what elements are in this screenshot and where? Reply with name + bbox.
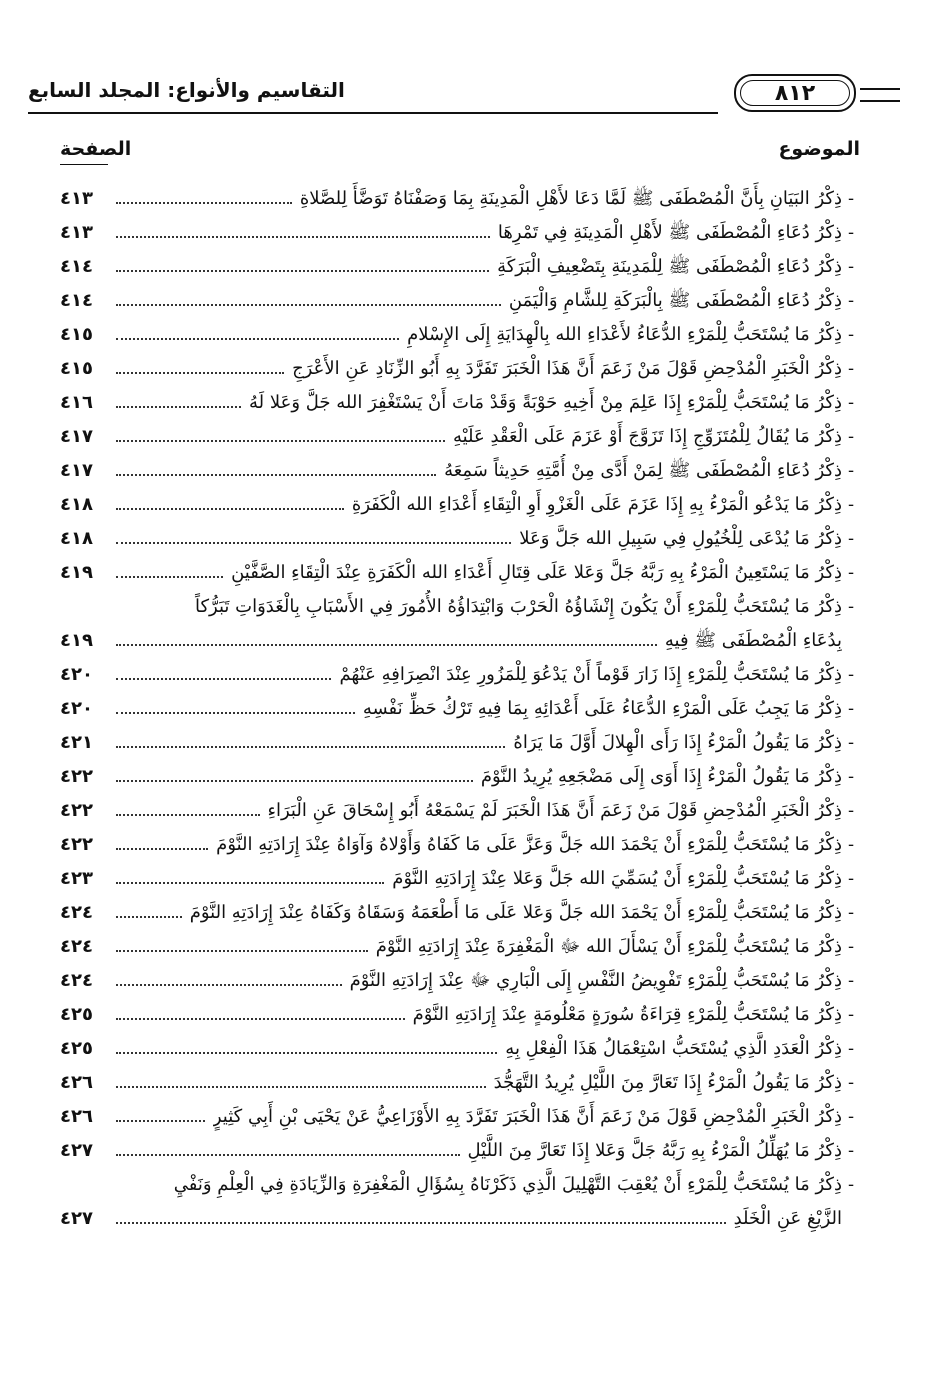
entry-dash: -: [847, 460, 855, 481]
index-entry: [60, 318, 860, 352]
entry-dash: -: [847, 188, 855, 209]
entry-dash: -: [847, 290, 855, 311]
page-number-badge: [734, 74, 856, 112]
entry-text: ذِكْرُ الْعَدَدِ الَّذِي يُسْتَحَبُّ اسْتِعْمَالُ هَذَا الْفِعْلِ بِهِ: [505, 1038, 842, 1059]
entry-text: ذِكْرُ مَا يَدْعُو الْمَرْءُ بِهِ إِذَا عَزَمَ عَلَى الْغَزْوِ أَوِ الْتِقَاءِ أَعْدَاءِ الله الْكَفَرَةِ: [351, 494, 842, 515]
entry-dash: -: [847, 324, 855, 345]
index-entry: [60, 1134, 860, 1168]
entry-page-number: ٤٢٢: [60, 766, 93, 787]
dot-leader: [116, 1142, 460, 1156]
index-entry: [60, 964, 860, 998]
running-title: التقاسيم والأنواع: المجلد السابع: [28, 78, 345, 102]
entry-page-number: ٤٢٠: [60, 664, 93, 685]
dot-leader: [116, 496, 344, 510]
dot-leader: [116, 394, 241, 408]
index-entry: [60, 522, 860, 556]
entry-text: ذِكْرُ مَا يُسْتَحَبُّ لِلْمَرْءِ أَنْ يُسَمِّيَ الله جَلَّ وَعَلا عِنْدَ إِرَادَتِهِ النَّوْمَ: [392, 868, 842, 889]
entry-dash: -: [847, 392, 855, 413]
index-entry: [60, 998, 860, 1032]
index-entry: [60, 1066, 860, 1100]
entry-dash: -: [847, 562, 855, 583]
entry-text: ذِكْرُ مَا يُقَالُ لِلْمُتَزَوِّجِ إِذَا تَزَوَّجَ أَوْ عَزَمَ عَلَى الْعَقْدِ عَلَيْهِ: [452, 426, 842, 447]
index-entry: [60, 828, 860, 862]
entry-page-number: ٤٢٦: [60, 1106, 93, 1127]
entry-text: ذِكْرُ مَا يُدْعَى لِلْخُيُولِ فِي سَبِيلِ الله جَلَّ وَعَلا: [519, 528, 842, 549]
entry-page-number: ٤١٧: [60, 460, 93, 481]
index-entry: [60, 1100, 860, 1134]
entry-text: ذِكْرُ مَا يُسْتَحَبُّ لِلْمَرْءِ أَنْ يَحْمَدَ الله جَلَّ وَعَلا عَلَى مَا أَطْعَمَهُ وَسَقَاهُ وَكَفَاهُ عِنْدَ إِرَادَتِهِ النَّوْمَ: [189, 902, 842, 923]
dot-leader: [116, 972, 342, 986]
dot-leader: [116, 870, 384, 884]
dot-leader: [116, 904, 182, 918]
dot-leader: [116, 938, 368, 952]
entry-page-number: ٤١٣: [60, 222, 93, 243]
entry-dash: -: [847, 664, 855, 685]
dot-leader: [116, 530, 511, 544]
entry-dash: -: [847, 1106, 855, 1127]
index-entry: [60, 250, 860, 284]
entry-dash: -: [847, 222, 855, 243]
index-entry: [60, 284, 860, 318]
dot-leader: [116, 1040, 497, 1054]
entry-page-number: ٤٢٢: [60, 834, 93, 855]
index-entry: [60, 930, 860, 964]
entry-dash: -: [847, 732, 855, 753]
entry-page-number: ٤١٩: [60, 562, 93, 583]
index-entries: [60, 182, 860, 1236]
entry-text: ذِكْرُ دُعَاءِ الْمُصْطَفَى ﷺ لأَهْلِ الْمَدِينَةِ فِي تَمْرِهَا: [497, 222, 842, 243]
entry-dash: -: [847, 1004, 855, 1025]
index-entry: [60, 862, 860, 896]
dot-leader: [116, 326, 399, 340]
dot-leader: [116, 428, 445, 442]
entry-text: ذِكْرُ مَا يَجِبُ عَلَى الْمَرْءِ الدُّعَاءُ عَلَى أَعْدَائِهِ بِمَا فِيهِ تَرْكُ حَظِّ نَفْسِهِ: [362, 698, 842, 719]
index-entry: [60, 454, 860, 488]
index-entry-continuation: [60, 624, 860, 658]
entry-page-number: ٤١٤: [60, 290, 93, 311]
entry-text: ذِكْرُ الْخَبَرِ الْمُدْحِضِ قَوْلَ مَنْ زَعَمَ أَنَّ هَذَا الْخَبَرَ لَمْ يَسْمَعْهُ أَبُو إِسْحَاقَ عَنِ الْبَرَاءِ: [267, 800, 842, 821]
dot-leader: [116, 190, 292, 204]
index-entry: [60, 896, 860, 930]
entry-dash: -: [847, 596, 855, 617]
index-entry: [60, 216, 860, 250]
index-entry: [60, 488, 860, 522]
dot-leader: [116, 802, 260, 816]
entry-page-number: ٤٢٥: [60, 1004, 93, 1025]
entry-page-number: ٤١٦: [60, 392, 93, 413]
index-entry: [60, 692, 860, 726]
index-entry: [60, 386, 860, 420]
entry-text: ذِكْرُ الْخَبَرِ الْمُدْحِضِ قَوْلَ مَنْ زَعَمَ أَنَّ هَذَا الْخَبَرَ تَفَرَّدَ بِهِ الأَوْزَاعِيُّ عَنْ يَحْيَى بْنِ أَبِي كَثِيرٍ: [212, 1106, 842, 1127]
entry-text: ذِكْرُ مَا يُسْتَحَبُّ لِلْمَرْءِ إِذَا عَلِمَ مِنْ أَخِيهِ حَوْبَةً وَقَدْ مَاتَ أَنْ يَسْتَغْفِرَ الله جَلَّ وَعَلا لَهُ: [249, 392, 842, 413]
entry-page-number: ٤٢٧: [60, 1140, 93, 1161]
entry-text: ذِكْرُ البَيَانِ بِأَنَّ الْمُصْطَفَى ﷺ لَمَّا دَعَا لأَهْلِ الْمَدِينَةِ بِمَا وَصَفْنَاهُ تَوَضَّأَ لِلصَّلاةِ: [299, 188, 842, 209]
dot-leader: [116, 734, 505, 748]
dot-leader: [116, 1074, 486, 1088]
entry-dash: -: [847, 902, 855, 923]
subject-column-title: الموضوع: [778, 138, 860, 160]
entry-page-number: ٤٢٦: [60, 1072, 93, 1093]
entry-dash: -: [847, 426, 855, 447]
entry-text: ذِكْرُ مَا يَقُولُ الْمَرْءُ إِذَا رَأَى الْهِلالَ أَوَّلَ مَا يَرَاهُ: [513, 732, 842, 753]
entry-text: ذِكْرُ مَا يُسْتَحَبُّ لِلْمَرْءِ تَفْوِيضُ النَّفْسِ إِلَى الْبَارِي ﷻ عِنْدَ إِرَادَتِهِ النَّوْمَ: [349, 970, 842, 991]
index-entry: [60, 658, 860, 692]
entry-dash: -: [847, 1038, 855, 1059]
entry-dash: -: [847, 1140, 855, 1161]
entry-page-number: ٤٢١: [60, 732, 93, 753]
index-entry: [60, 1168, 860, 1202]
entry-dash: -: [847, 970, 855, 991]
entry-page-number: ٤١٩: [60, 630, 93, 651]
entry-dash: -: [847, 256, 855, 277]
dot-leader: [116, 1006, 405, 1020]
entry-page-number: ٤١٨: [60, 528, 93, 549]
entry-page-number: ٤٢٣: [60, 868, 93, 889]
index-entry: [60, 1032, 860, 1066]
entry-page-number: ٤١٥: [60, 324, 93, 345]
index-entry: [60, 352, 860, 386]
entry-dash: -: [847, 1174, 855, 1195]
dot-leader: [116, 224, 490, 238]
entry-text: ذِكْرُ مَا يُسْتَحَبُّ لِلْمَرْءِ أَنْ يَحْمَدَ الله جَلَّ وَعَزَّ عَلَى مَا كَفَاهُ وَأَوْلاهُ وَآوَاهُ عِنْدَ إِرَادَتِهِ النَّوْمَ: [216, 834, 842, 855]
entry-text: ذِكْرُ مَا يُسْتَحَبُّ لِلْمَرْءِ قِرَاءَةُ سُورَةٍ مَعْلُومَةٍ عِنْدَ إِرَادَتِهِ النَّوْمَ: [412, 1004, 842, 1025]
index-entry: [60, 760, 860, 794]
page-number: ٨١٢: [774, 80, 816, 106]
dot-leader: [116, 836, 208, 850]
entry-dash: -: [847, 1072, 855, 1093]
entry-text: ذِكْرُ مَا يَسْتَعِينُ الْمَرْءُ بِهِ رَبَّهُ جَلَّ وَعَلا عَلَى قِتَالِ أَعْدَاءِ الله الْكَفَرَةِ عِنْدَ الْتِقَاءِ الصَّفَّيْنِ: [231, 562, 842, 583]
entry-page-number: ٤٢٠: [60, 698, 93, 719]
entry-page-number: ٤٢٤: [60, 970, 93, 991]
entry-text-continuation: بِدُعَاءِ الْمُصْطَفَى ﷺ فِيهِ: [664, 630, 842, 651]
entry-dash: -: [847, 800, 855, 821]
entry-text: ذِكْرُ مَا يَقُولُ الْمَرْءُ إِذَا تَعَارَّ مِنَ اللَّيْلِ يُرِيدُ التَّهَجُّدَ: [493, 1072, 842, 1093]
entry-page-number: ٤١٨: [60, 494, 93, 515]
entry-text: ذِكْرُ الْخَبَرِ الْمُدْحِضِ قَوْلَ مَنْ زَعَمَ أَنَّ هَذَا الْخَبَرَ تَفَرَّدَ بِهِ أَبُو الزِّنَادِ عَنِ الأَعْرَجِ: [292, 358, 842, 379]
entry-text: ذِكْرُ مَا يُسْتَحَبُّ لِلْمَرْءِ أَنْ يَكُونَ إِنْشَاؤُهُ الْحَرْبَ وَابْتِدَاؤُهُ الأُمُورَ فِي الأَسْبَابِ بِالْغَدَوَاتِ تَبَرُّكاً: [194, 596, 842, 617]
entry-page-number: ٤٢٧: [60, 1208, 93, 1229]
page-header: [28, 70, 858, 120]
entry-text: ذِكْرُ مَا يُهَلِّلُ الْمَرْءُ بِهِ رَبَّهُ جَلَّ وَعَلا إِذَا تَعَارَّ مِنَ اللَّيْلِ: [467, 1140, 842, 1161]
dot-leader: [116, 258, 489, 272]
entry-text: ذِكْرُ دُعَاءِ الْمُصْطَفَى ﷺ بِالْبَرَكَةِ لِلشَّامِ وَالْيَمَنِ: [508, 290, 842, 311]
dot-leader: [116, 462, 436, 476]
index-entry-continuation: [60, 1202, 860, 1236]
entry-text-continuation: الزَّيْغِ عَنِ الْخَلَدِ: [733, 1208, 842, 1229]
entry-page-number: ٤٢٤: [60, 902, 93, 923]
entry-text: ذِكْرُ مَا يُسْتَحَبُّ لِلْمَرْءِ أَنْ يَسْأَلَ الله ﷻ الْمَغْفِرَةَ عِنْدَ إِرَادَتِهِ النَّوْمَ: [375, 936, 842, 957]
entry-text: ذِكْرُ مَا يُسْتَحَبُّ لِلْمَرْءِ إِذَا زَارَ قَوْماً أَنْ يَدْعُوَ لِلْمَزُورِ عِنْدَ انْصِرَافِهِ عَنْهُمْ: [339, 664, 842, 685]
entry-text: ذِكْرُ مَا يَقُولُ الْمَرْءُ إِذَا أَوَى إِلَى مَضْجَعِهِ يُرِيدُ النَّوْمَ: [480, 766, 842, 787]
entry-text: ذِكْرُ دُعَاءِ الْمُصْطَفَى ﷺ لِمَنْ أَدَّى مِنْ أُمَّتِهِ حَدِيثاً سَمِعَهُ: [444, 460, 842, 481]
dot-leader: [116, 768, 473, 782]
header-bars-ornament: [860, 88, 900, 102]
dot-leader: [116, 360, 284, 374]
dot-leader: [116, 632, 657, 646]
entry-dash: -: [847, 528, 855, 549]
entry-dash: -: [847, 766, 855, 787]
page-column-underline: [60, 164, 108, 165]
entry-page-number: ٤٢٥: [60, 1038, 93, 1059]
index-entry: [60, 556, 860, 590]
dot-leader: [116, 1210, 726, 1224]
entry-dash: -: [847, 868, 855, 889]
index-entry: [60, 794, 860, 828]
column-headers: [60, 138, 860, 168]
entry-text: ذِكْرُ مَا يُسْتَحَبُّ لِلْمَرْءِ أَنْ يُعْقِبَ التَّهْلِيلَ الَّذِي ذَكَرْنَاهُ بِسُؤَالِ الْمَغْفِرَةِ وَالزِّيَادَةِ فِي الْعِلْمِ وَنَفْيِ: [173, 1174, 842, 1195]
entry-dash: -: [847, 936, 855, 957]
entry-page-number: ٤١٣: [60, 188, 93, 209]
entry-page-number: ٤١٥: [60, 358, 93, 379]
dot-leader: [116, 700, 355, 714]
entry-page-number: ٤٢٢: [60, 800, 93, 821]
entry-text: ذِكْرُ دُعَاءِ الْمُصْطَفَى ﷺ لِلْمَدِينَةِ بِتَضْعِيفِ الْبَرَكَةِ: [497, 256, 842, 277]
index-entry: [60, 182, 860, 216]
index-entry: [60, 590, 860, 624]
entry-dash: -: [847, 358, 855, 379]
entry-page-number: ٤١٧: [60, 426, 93, 447]
entry-text: ذِكْرُ مَا يُسْتَحَبُّ لِلْمَرْءِ الدُّعَاءُ لأَعْدَاءِ الله بِالْهِدَايَةِ إِلَى الإِسْلامِ: [407, 324, 842, 345]
entry-dash: -: [847, 834, 855, 855]
page-column-title: الصفحة: [60, 138, 132, 160]
dot-leader: [116, 292, 501, 306]
dot-leader: [116, 666, 331, 680]
entry-dash: -: [847, 494, 855, 515]
entry-dash: -: [847, 698, 855, 719]
header-rule: [28, 112, 718, 114]
entry-page-number: ٤١٤: [60, 256, 93, 277]
dot-leader: [116, 1108, 205, 1122]
dot-leader: [116, 564, 223, 578]
entry-page-number: ٤٢٤: [60, 936, 93, 957]
index-entry: [60, 420, 860, 454]
index-entry: [60, 726, 860, 760]
